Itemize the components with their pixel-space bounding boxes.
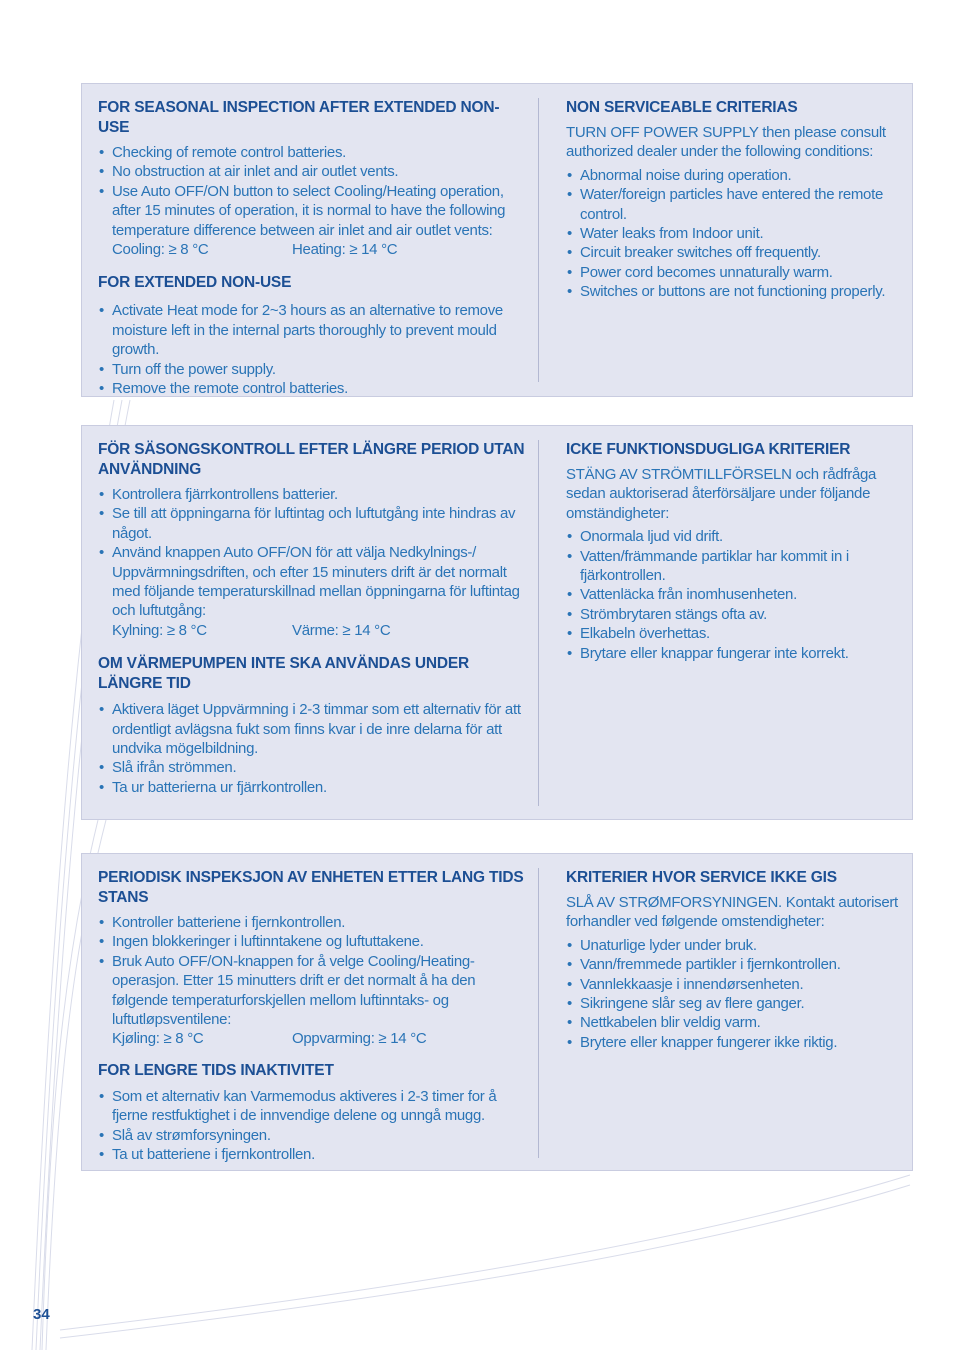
swedish-left-column: [98, 440, 528, 797]
non-serviceable-list: [566, 936, 904, 1052]
non-serviceable-list: [566, 166, 904, 302]
non-serviceable-intro: TURN OFF POWER SUPPLY then please consult authorized dealer under the following conditions:: [566, 124, 886, 161]
seasonal-inspection-heading: FOR SEASONAL INSPECTION AFTER EXTENDED NON-USE: [98, 99, 500, 136]
list-item: • Use Auto OFF/ON button to select Cooling/Heating operation, after 15 minutes of operation, it is normal to have the following temperature difference between air inlet and air outlet vents:: [98, 182, 528, 240]
list-item: • Brytere eller knapper fungerer ikke riktig.: [566, 1033, 904, 1052]
non-serviceable-intro: SLÅ AV STRØMFORSYNINGEN. Kontakt autorisert forhandler ved følgende omstendigheter:: [566, 894, 898, 931]
list-item: • Använd knappen Auto OFF/ON för att välja Nedkylnings-/ Uppvärmningsdriften, och efter 15 minuters drift är det normalt med följande temperaturskillnad mellan öppningarna för luftintag och luftutgång:: [98, 543, 528, 621]
english-right-column: [566, 98, 904, 302]
swedish-panel: [81, 425, 913, 820]
list-item: • Remove the remote control batteries.: [98, 379, 528, 398]
list-item: • Kontrollera fjärrkontrollens batterier.: [98, 485, 528, 504]
temperature-difference-row: [98, 1029, 528, 1048]
swedish-right-column: [566, 440, 904, 663]
heating-temp: Oppvarming: ≥ 14 °C: [292, 1030, 427, 1048]
list-item: • Som et alternativ kan Varmemodus aktiveres i 2-3 timer for å fjerne restfuktighet i de innvendige delene og unngå mugg.: [98, 1087, 528, 1126]
non-serviceable-heading: NON SERVICEABLE CRITERIAS: [566, 99, 798, 116]
list-item: • Vannlekkaasje i innendørsenheten.: [566, 975, 904, 994]
list-item: • No obstruction at air inlet and air outlet vents.: [98, 162, 528, 181]
non-serviceable-list: [566, 527, 904, 663]
non-serviceable-heading: KRITERIER HVOR SERVICE IKKE GIS: [566, 869, 837, 886]
list-item: • Slå ifrån strömmen.: [98, 758, 528, 777]
cooling-temp: Cooling: ≥ 8 °C: [112, 241, 209, 259]
extended-non-use-list: [98, 301, 528, 398]
non-serviceable-heading: ICKE FUNKTIONSDUGLIGA KRITERIER: [566, 441, 851, 458]
non-serviceable-intro: STÄNG AV STRÖMTILLFÖRSELN och rådfråga sedan auktoriserad återförsäljare under följande omständigheter:: [566, 466, 877, 522]
extended-non-use-heading: OM VÄRMEPUMPEN INTE SKA ANVÄNDAS UNDER LÄNGRE TID: [98, 655, 470, 693]
list-item: • Vatten/främmande partiklar har kommit in i fjärkontrollen.: [566, 547, 904, 586]
norwegian-left-column: [98, 868, 528, 1164]
list-item: • Slå av strømforsyningen.: [98, 1126, 528, 1145]
list-item: • Turn off the power supply.: [98, 360, 528, 379]
norwegian-panel: [81, 853, 913, 1171]
list-item: • Circuit breaker switches off frequently.: [566, 243, 904, 262]
list-item: • Elkabeln överhettas.: [566, 624, 904, 643]
extended-non-use-heading: FOR LENGRE TIDS INAKTIVITET: [98, 1061, 334, 1079]
temperature-difference-row: [98, 621, 528, 640]
list-item: • Brytare eller knappar fungerar inte korrekt.: [566, 644, 904, 663]
seasonal-inspection-heading: FÖR SÄSONGSKONTROLL EFTER LÄNGRE PERIOD UTAN ANVÄNDNING: [98, 441, 525, 478]
list-item: • Vattenläcka från inomhusenheten.: [566, 585, 904, 604]
list-item: • Unaturlige lyder under bruk.: [566, 936, 904, 955]
seasonal-inspection-list: [98, 485, 528, 621]
seasonal-inspection-list: [98, 913, 528, 1029]
extended-non-use-list: [98, 700, 528, 797]
list-item: • Strömbrytaren stängs ofta av.: [566, 605, 904, 624]
column-divider: [538, 868, 539, 1158]
column-divider: [538, 440, 539, 806]
list-item: • Bruk Auto OFF/ON-knappen for å velge Cooling/Heating- operasjon. Etter 15 minutters drift er det normalt å ha den følgende temperaturforskjellen mellom luftinntaks- og luftutløpsventilene:: [98, 952, 528, 1030]
list-item: • Sikringene slår seg av flere ganger.: [566, 994, 904, 1013]
temperature-difference-row: [98, 240, 528, 259]
english-panel: [81, 83, 913, 397]
list-item: • Water/foreign particles have entered the remote control.: [566, 185, 904, 224]
list-item: • Ingen blokkeringer i luftinntakene og luftuttakene.: [98, 932, 528, 951]
list-item: • Vann/fremmede partikler i fjernkontrollen.: [566, 955, 904, 974]
list-item: • Nettkabelen blir veldig varm.: [566, 1013, 904, 1032]
extended-non-use-list: [98, 1087, 528, 1165]
list-item: • Activate Heat mode for 2~3 hours as an alternative to remove moisture left in the internal parts thoroughly to prevent mould growth.: [98, 301, 528, 359]
list-item: • Switches or buttons are not functioning properly.: [566, 282, 904, 301]
english-left-column: [98, 98, 528, 398]
list-item: • Power cord becomes unnaturally warm.: [566, 263, 904, 282]
list-item: • Onormala ljud vid drift.: [566, 527, 904, 546]
page-number: 34: [33, 1306, 50, 1323]
list-item: • Aktivera läget Uppvärmning i 2-3 timmar som ett alternativ för att ordentligt avlägsna fukt som finns kvar i de inre delarna för att undvika mögelbildning.: [98, 700, 528, 758]
column-divider: [538, 98, 539, 382]
list-item: • Kontroller batteriene i fjernkontrollen.: [98, 913, 528, 932]
seasonal-inspection-list: [98, 143, 528, 240]
list-item: • Ta ur batterierna ur fjärrkontrollen.: [98, 778, 528, 797]
seasonal-inspection-heading: PERIODISK INSPEKSJON AV ENHETEN ETTER LANG TIDS STANS: [98, 869, 524, 906]
list-item: • Water leaks from Indoor unit.: [566, 224, 904, 243]
cooling-temp: Kylning: ≥ 8 °C: [112, 621, 207, 639]
list-item: • Se till att öppningarna för luftintag och luftutgång inte hindras av något.: [98, 504, 528, 543]
cooling-temp: Kjøling: ≥ 8 °C: [112, 1030, 204, 1048]
norwegian-right-column: [566, 868, 904, 1052]
heating-temp: Heating: ≥ 14 °C: [292, 241, 398, 259]
heating-temp: Värme: ≥ 14 °C: [292, 621, 391, 639]
list-item: • Checking of remote control batteries.: [98, 143, 528, 162]
list-item: • Abnormal noise during operation.: [566, 166, 904, 185]
list-item: • Ta ut batteriene i fjernkontrollen.: [98, 1145, 528, 1164]
extended-non-use-heading: FOR EXTENDED NON-USE: [98, 274, 292, 292]
